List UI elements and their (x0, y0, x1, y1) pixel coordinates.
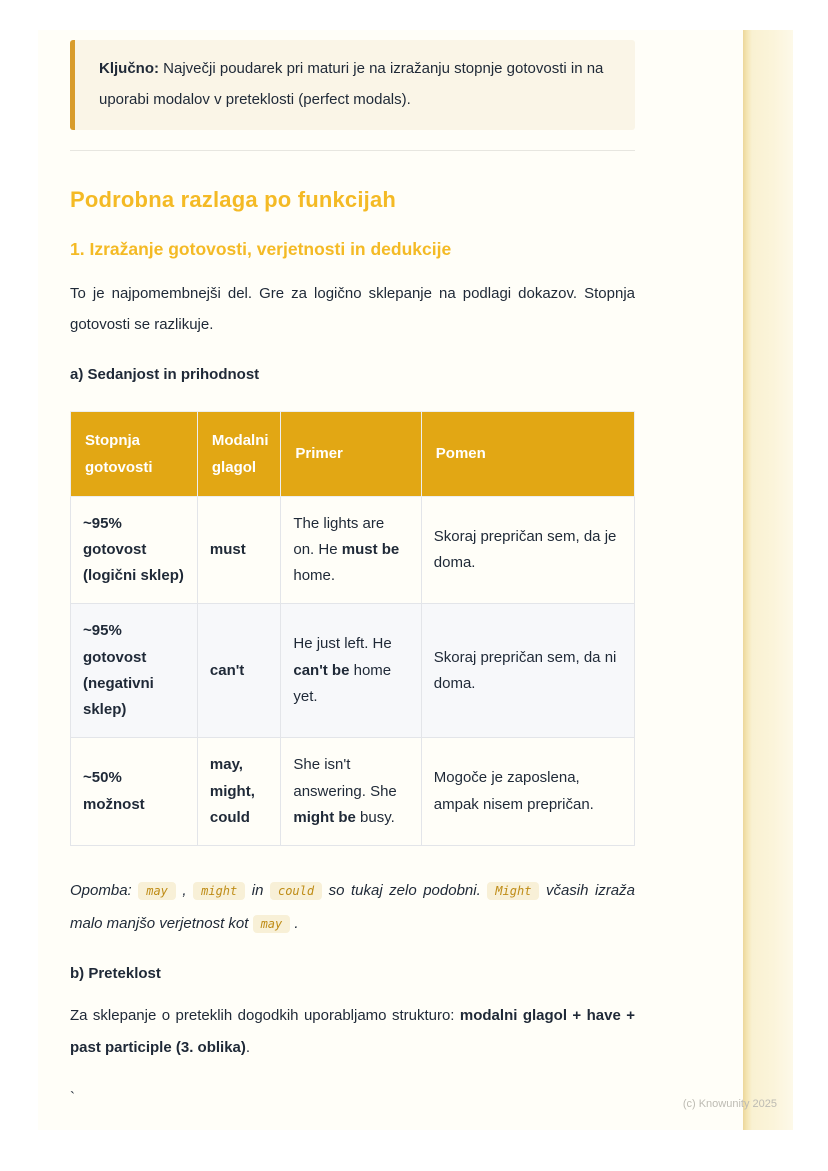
text-segment: Skoraj prepričan sem, da je doma. (433, 527, 617, 571)
page-edge-band (743, 30, 793, 1130)
text-segment: She isn't answering. She (293, 756, 397, 800)
table-cell (421, 604, 634, 738)
modals-table (70, 411, 635, 847)
intro-paragraph: To je najpomembnejši del. Gre za logično sklepanje na podlagi dokazov. Stopnja gotovosti se razlikuje. (70, 284, 635, 333)
table-header-row (71, 411, 635, 496)
table-cell (71, 604, 198, 738)
text-segment: The lights are on. He (293, 514, 385, 558)
bold-text: ~95% gotovost (negativni sklep) (83, 622, 154, 718)
stray-backtick: ` (70, 1089, 75, 1106)
document-page (38, 30, 793, 1130)
note-paragraph (70, 874, 635, 940)
table-cell (421, 738, 634, 846)
subheading-a: a) Sedanjost in prihodnost (70, 365, 260, 383)
callout-paragraph (99, 54, 611, 116)
table-cell (71, 738, 198, 846)
document-content (70, 30, 635, 1106)
table-head (71, 411, 635, 496)
table-row (71, 604, 635, 738)
past-paragraph (70, 1000, 635, 1063)
table-header-cell: Pomen (421, 411, 634, 496)
callout-label: Ključno: (99, 60, 159, 77)
past-paragraph-bold: modalni glagol + have + past participle (3. oblika) (70, 1007, 635, 1056)
table-header-cell: Modalni glagol (197, 411, 280, 496)
table-row (71, 738, 635, 846)
inline-code-chip: may (138, 882, 176, 900)
table-cell (281, 604, 421, 738)
bold-text: must be (341, 540, 400, 558)
past-paragraph-end: . (245, 1038, 251, 1056)
key-callout (70, 40, 635, 130)
inline-code-chip: might (193, 882, 245, 900)
section-divider (70, 150, 635, 151)
text-segment: Mogoče je zaposlena, ampak nisem prepričan. (433, 769, 594, 813)
bold-text: must (209, 540, 246, 558)
subheading-b: b) Preteklost (70, 965, 161, 982)
bold-text: can't (209, 661, 245, 679)
section-title: Podrobna razlaga po funkcijah (70, 186, 397, 212)
text-segment: Opomba: (70, 882, 139, 899)
bold-text: can't be (293, 661, 350, 679)
inline-code-chip: may (253, 915, 291, 933)
text-segment: . (290, 915, 299, 932)
footer-credit: (c) Knowunity 2025 (682, 1098, 777, 1110)
table-cell (197, 738, 280, 846)
text-segment: home yet. (293, 661, 392, 705)
text-segment: , (175, 882, 194, 899)
table-header-cell: Stopnja gotovosti (71, 411, 198, 496)
inline-code-chip: could (270, 882, 322, 900)
table-row (71, 496, 635, 604)
table-cell (421, 496, 634, 604)
text-segment: so tukaj zelo podobni. (322, 882, 488, 899)
text-segment: He just left. He (293, 635, 392, 653)
callout-text: Največji poudarek pri maturi je na izražanju stopnje gotovosti in na uporabi modalov v preteklosti (perfect modals). (99, 60, 604, 108)
bold-text: ~95% gotovost (logični sklep) (83, 514, 184, 584)
bold-text: might be (293, 808, 356, 826)
text-segment: včasih izraža malo manjšo verjetnost kot (70, 882, 635, 932)
text-segment: home. (293, 567, 336, 584)
table-cell (281, 496, 421, 604)
text-segment: in (245, 882, 270, 899)
past-paragraph-text: Za sklepanje o preteklih dogodkih uporabljamo strukturo: (70, 1007, 460, 1024)
table-cell (197, 604, 280, 738)
table-cell (281, 738, 421, 846)
table-cell (71, 496, 198, 604)
table-cell (197, 496, 280, 604)
bold-text: may, might, could (209, 756, 255, 826)
text-segment: Skoraj prepričan sem, da ni doma. (433, 648, 617, 692)
subsection-title: 1. Izražanje gotovosti, verjetnosti in dedukcije (70, 238, 452, 259)
bold-text: ~50% možnost (83, 769, 145, 813)
inline-code-chip: Might (487, 882, 539, 900)
table-header-cell: Primer (281, 411, 421, 496)
table-body (71, 496, 635, 846)
text-segment: busy. (355, 808, 395, 826)
